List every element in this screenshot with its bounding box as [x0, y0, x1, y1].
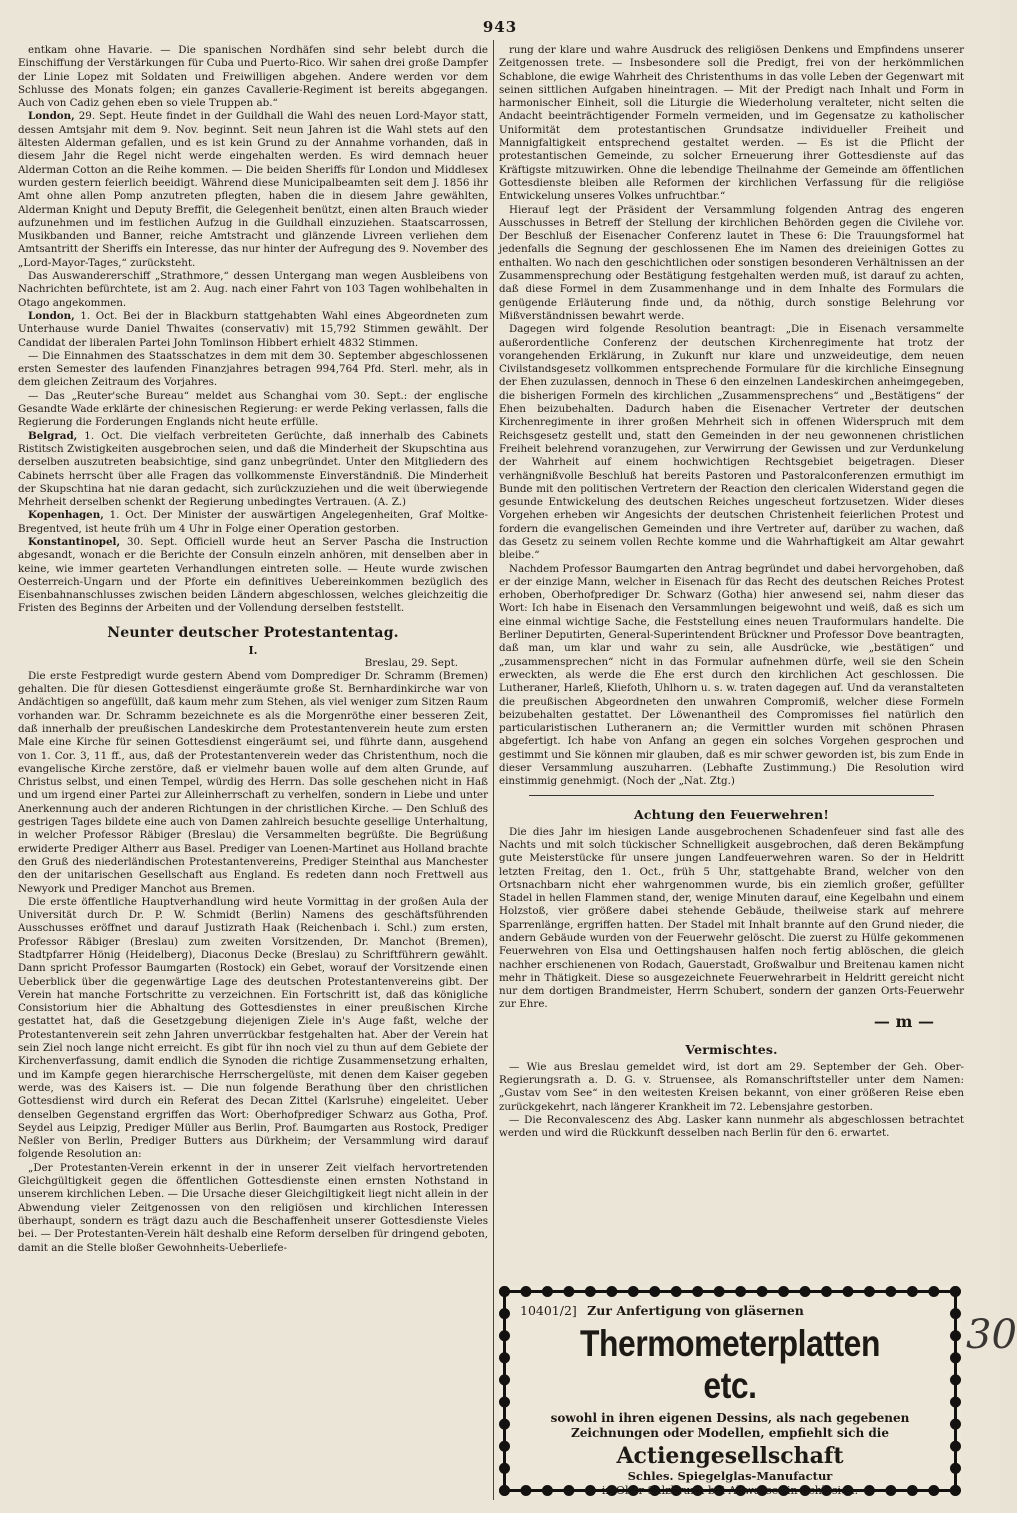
- paragraph: Nachdem Professor Baumgarten den Antrag begründet und dabei hervorgehoben, daß er der einzige Mann, welcher in Eisenach für das Recht des deutschen Reiches Protest erhoben, Oberhofprediger Dr. Schwarz (Gotha) hier anwesend sei, nahm dieser das Wort: Ich habe in Eisenach den Versammlungen beigewohnt und weiß, daß es sich um eine einmal wichtige Sache, die Feststellung eines neuen Trauformulars handelte. Die Berliner Deputirten, General-Superintendent Brückner und Professor Dove beantragten, daß man, um klar und wahr zu sein, alle Ausdrücke, wie „bestätigen“ und „zusammensprechen“ nicht in das Formular aufnehmen dürfe, weil sie den Schein erweckten, als werde die Ehe erst durch den kirchlichen Act geschlossen. Die Lutheraner, Harleß, Kliefoth, Uhlhorn u. s. w. traten dagegen auf. Und da veranstalteten die preußischen Abgeordneten den unwahren Compromiß, welcher diese Formeln beizubehalten gestattet. Der Löwenantheil des Compromisses fiel natürlich den particularistischen Lutheranern an; die Vermittler wurden mit schönen Phrasen abgefertigt. Ich habe von Anfang an gegen ein solches Vorgehen gesprochen und gestimmt und Sie können mir glauben, daß es mir schwer geworden ist, bis zum Ende in dieser Versammlung auszuharren. (Lebhafte Zustimmung.) Die Resolution wird einstimmig genehmigt. (Noch der „Nat. Ztg.): [499, 562, 964, 788]
- right-column: [499, 44, 964, 1499]
- news-item-text: 29. Sept. Heute findet in der Guildhall die Wahl des neuen Lord-Mayor statt, dessen Amtsjahr mit dem 9. Nov. beginnt. Seit neun Jahren ist die Wahl stets auf den ältesten Alderman gefallen, und es ist kein Grund zu der Annahme vorhanden, daß in diesem Jahr die Regel nicht werde eingehalten werden. Es wird demnach heuer Alderman Cotton an die Reihe kommen. — Die beiden Sheriffs für London und Middlesex wurden gestern feierlich beeidigt. Während diese Municipalbeamten seit dem J. 1856 ihr Amt ohne allen Pomp anzutreten pflegten, haben die in diesem Jahre gewählten, Alderman Knight und Deputy Breffit, die Gelegenheit benützt, einen alten Brauch wieder aufzunehmen und im festlichen Aufzug in die Guildhall einzuziehen. Staatscarrossen, Musikbanden und Banner, reiche Amtstracht und glänzende Livreen verliehen dem Amtsantritt der Sheriffs ein Interesse, das nur hinter der Aufregung des 9. November des „Lord-Mayor-Tages,“ zurücksteht.: [18, 110, 488, 269]
- paragraph: „Der Protestanten-Verein erkennt in der in unserer Zeit vielfach hervortretenden Gleichgültigkeit gegen die öffentlichen Gottesdienste einen ernsten Nothstand in unserem kirchlichen Leben. — Die Ursache dieser Gleichgiltigkeit liegt nicht allein in der Abwendung vieler Zeitgenossen von den religiösen und kirchlichen Interessen überhaupt, sondern es trägt dazu auch die Beschaffenheit unserer Gottesdienste Vieles bei. — Der Protestanten-Verein hält deshalb eine Reform derselben für dringend geboten, damit an die Stelle bloßer Gewohnheits-Ueberliefe-: [18, 1161, 488, 1254]
- handwritten-margin-mark: 30: [966, 1312, 1017, 1358]
- ad-line-6: Schles. Spiegelglas-Manufactur: [627, 1469, 833, 1483]
- news-item: [18, 430, 488, 510]
- ad-company: Actiengesellschaft: [616, 1443, 844, 1469]
- paragraph: — Die Reconvalescenz des Abg. Lasker kann nunmehr als abgeschlossen betrachtet werden und wird die Rückkunft desselben nach Berlin für den 6. erwartet.: [499, 1113, 964, 1140]
- paragraph: — Das „Reuter'sche Bureau“ meldet aus Schanghai vom 30. Sept.: der englische Gesandte Wade erklärte der chinesischen Regierung: er werde Peking verlassen, falls die Regierung die Forderungen Englands nicht heute erfülle.: [18, 389, 488, 429]
- advertisement-box: [499, 1286, 961, 1496]
- news-item: [18, 536, 488, 616]
- section-title: Achtung den Feuerwehren!: [633, 806, 830, 822]
- section-numeral: I.: [248, 643, 258, 657]
- paragraph: — Die Einnahmen des Staatsschatzes in dem mit dem 30. September abgeschlossenen ersten Semester des laufenden Finanzjahres betragen 994,764 Pfd. Sterl. mehr, als in dem gleichen Zeitraum des Vorjahres.: [18, 349, 488, 389]
- news-item-text: 1. Oct. Bei der in Blackburn stattgehabten Wahl eines Abgeordneten zum Unterhause wurde Daniel Thwaites (conservativ) mit 15,792 Stimmen gewählt. Der Candidat der liberalen Partei John Tomlinson Hibbert erhielt 4832 Stimmen.: [18, 309, 488, 349]
- ad-line-4: Zeichnungen oder Modellen, empfiehlt sich die: [571, 1426, 889, 1440]
- news-item-text: 1. Oct. Der Minister der auswärtigen Angelegenheiten, Graf Moltke-Bregentved, ist heute früh um 4 Uhr in Folge einer Operation gestorben.: [18, 509, 488, 535]
- author-signature: — m —: [873, 1011, 934, 1031]
- dateline-right: Breslau, 29. Sept.: [364, 656, 458, 669]
- column-divider: [493, 40, 494, 1500]
- paragraph: Das Auswandererschiff „Strathmore,“ dessen Untergang man wegen Ausbleibens von Nachrichten befürchtete, ist am 2. Aug. nach einer Fahrt von 103 Tagen wohlbehalten in Otago angekommen.: [18, 270, 488, 309]
- paragraph: Dagegen wird folgende Resolution beantragt: „Die in Eisenach versammelte außerordentliche Conferenz der deutschen Kirchenregimente hat trotz der vorangehenden Erklärung, in Zukunft nur klare und unzweideutige, dem neuen Civilstandsgesetz vollkommen entsprechende Formulare für die kirchliche Einsegnung der Ehen zuzulassen, dennoch in These 6 den einzelnen Landeskirchen anheimgegeben, die bisherigen Formeln des kirchlichen „Zusammensprechens“ und „Bestätigens“ der Ehen beizubehalten. Dadurch haben die Eisenacher Vertreter der deutschen Kirchenregimente in ihrer großen Mehrheit sich in offenen Widerspruch mit dem Reichsgesetz gestellt und, statt den Gemeinden in der neu gewonnenen christlichen Freiheit belehrend voranzugehen, zur Verwirrung der Gewissen und zur Verdunkelung der Wahrheit auf einem hochwichtigen Rechtsgebiet beigetragen. Dieser verhängnißvolle Beschluß hat bereits Pastoren und Pastoralconferenzen ermuthigt im Bunde mit den politischen Vertretern der Reaction den clericalen Widerstand gegen die gesunde Entwickelung des deutschen Reiches ungescheut fortzusetzen. Wider dieses Vorgehen erheben wir Angesichts der deutschen Christenheit feierlichen Protest und fordern die evangelischen Gemeinden und ihre Vertreter auf, darüber zu wachen, daß das Gesetz zu seinem vollen Rechte komme und die Wahrhaftigkeit am Altar gewahrt bleibe.“: [499, 323, 964, 562]
- ad-code: 10401/2]: [520, 1303, 577, 1318]
- ad-headline: Thermometerplatten etc.: [580, 1323, 880, 1406]
- news-item-text: 1. Oct. Die vielfach verbreiteten Gerüchte, daß innerhalb des Cabinets Ristitsch Zwistigkeiten ausgebrochen seien, und daß die Minderheit der Skupschtina aus derselben auszutreten beabsichtige, sind ganz unbegründet. Unter den Mitgliedern des Cabinets herrscht über alle Fragen das vollkommenste Einverständniß. Die Minderheit der Skupschtina hat nie daran gedacht, sich zurückzuziehen und die weit überwiegende Mehrheit derselben schenkt der Regierung unbedingtes Vertrauen. (A. Z.): [18, 429, 488, 509]
- paragraph: Hierauf legt der Präsident der Versammlung folgenden Antrag des engeren Ausschusses in Betreff der Stellung der kirchlichen Behörden gegen die Civilehe vor. Der Beschluß der Eisenacher Conferenz lautet in These 6: Die Trauungsformel hat jedenfalls die Segnung der geschlossenen Ehe im Namen des dreieinigen Gottes zu enthalten. Wo nach den geschichtlichen oder sonstigen besonderen Verhältnissen an der Zusammensprechung oder Bestätigung festgehalten werden muß, ist darauf zu achten, daß diese Formel in dem Zusammenhange und in dem Inhalte des Formulars die genügende Erläuterung finde und, da nöthig, durch sonstige Belehrung vor Mißverständnissen bewahrt werde.: [499, 203, 964, 322]
- dateline-place: Konstantinopel,: [28, 535, 121, 548]
- dateline-place: Belgrad,: [28, 429, 78, 442]
- section-title: Vermischtes.: [685, 1041, 778, 1057]
- paragraph: — Wie aus Breslau gemeldet wird, ist dort am 29. September der Geh. Ober-Regierungsrath a. D. G. v. Struensee, als Romanschriftsteller unter dem Namen: „Gustav vom See“ in den weitesten Kreisen bekannt, von einer größeren Reise eben zurückgekehrt, nach längerer Krankheit im 72. Lebensjahre gestorben.: [499, 1060, 964, 1113]
- ad-line-3: sowohl in ihren eigenen Dessins, als nach gegebenen: [550, 1411, 910, 1425]
- section-divider: [529, 795, 934, 796]
- ad-line-7: in Ober-Salzbrunn bei Altwasser in Schlesien.: [601, 1484, 859, 1497]
- ad-intro: [520, 1303, 940, 1319]
- news-item-text: 30. Sept. Officiell wurde heut an Server Pascha die Instruction abgesandt, wonach er die Berichte der Consuln einzeln anhören, mit denselben aber in keine, wie immer gearteten Verhandlungen eintreten solle. — Heute wurde zwischen Oesterreich-Ungarn und der Pforte ein definitives Uebereinkommen bezüglich des Eisenbahnanschlusses zwischen beiden Ländern abgeschlossen, welches gleichzeitig die Fristen des Beginns der Arbeiten und der Vollendung derselben feststellt.: [18, 535, 488, 615]
- page-number: 943: [482, 18, 518, 36]
- paragraph: rung der klare und wahre Ausdruck des religiösen Denkens und Empfindens unserer Zeitgenossen trete. — Insbesondere soll die Predigt, frei von der herkömmlichen Schablone, die ewige Wahrheit des Christenthums in das volle Leben der Gegenwart mit seinen sittlichen Aufgaben hineintragen. — Mit der Predigt nach Inhalt und Form in harmonischer Einheit, soll die Liturgie die Wiederholung veralteter, nicht selten die Andacht beeinträchtigender Formeln vermeiden, und im Gegensatze zu katholischer Uniformität dem protestantischen Grundsatze individueller Freiheit und Mannigfaltigkeit entsprechend gestaltet werden. — Es ist die Pflicht der protestantischen Gemeinde, zu solcher Erneuerung ihrer Gottesdienste auf das Kräftigste mitzuwirken. Ohne die lebendige Theilnahme der Gemeinde am öffentlichen Gottesdienste bleiben alle Reformen der kirchlichen Verfassung für die religiöse Entwickelung unseres Volkes unfruchtbar.“: [499, 44, 964, 203]
- dateline-place: Kopenhagen,: [28, 509, 104, 522]
- ad-line-1: Zur Anfertigung von gläsernen: [587, 1303, 804, 1318]
- news-item: [18, 110, 488, 270]
- dateline-place: London,: [28, 309, 75, 322]
- left-column: [18, 44, 488, 1499]
- paragraph: entkam ohne Havarie. — Die spanischen Nordhäfen sind sehr belebt durch die Einschiffung der Verstärkungen für Cuba und Puerto-Rico. Wir sahen drei große Dampfer der Linie Lopez mit Soldaten und Freiwilligen abgehen. Andere werden vor dem Schlusse des Monats folgen; ein ganzes Cavallerie-Regiment ist bereits abgegangen. Auch von Cadiz gehen eben so viele Truppen ab.“: [18, 44, 488, 110]
- paragraph: Die erste Festpredigt wurde gestern Abend vom Domprediger Dr. Schramm (Bremen) gehalten. Die für diesen Gottesdienst eingeräumte große St. Bernhardinkirche war von Andächtigen so angefüllt, daß kaum mehr zum Stehen, als viel weniger zum Sitzen Raum vorhanden war. Dr. Schramm bezeichnete es als die Morgenröthe einer besseren Zeit, daß innerhalb der preußischen Landeskirche dem Protestantenverein heute zum ersten Male eine Kirche für seinen Gottesdienst eingeräumt sei, und führte dann, ausgehend von 1. Cor. 3, 11 ff., aus, daß der Protestantenverein weder das Christenthum, noch die evangelische Kirche zerstöre, daß er vielmehr bauen wolle auf dem alten Grunde, auf Christus selbst, und einen Tempel, würdig des Herrn. Das solle geschehen nicht in Haß und um irgend einer Partei zur Alleinherrschaft zu verhelfen, sondern in Liebe und unter Anerkennung auch der anderen Richtungen in der christlichen Kirche. — Den Schluß des gestrigen Tages bildete eine auch von Damen zahlreich besuchte gesellige Unterhaltung, in welcher Professor Räbiger (Breslau) die Versammelten begrüßte. Die Begrüßung erwiderte Prediger Altherr aus Basel. Prediger van Loenen-Martinet aus Holland brachte den Gruß des niederländischen Protestantenvereins, Prediger Steinthal aus Manchester den der unitarischen Gesellschaft aus England. Es redeten dann noch Frettwell aus Newyork und Prediger Manchot aus Bremen.: [18, 669, 488, 895]
- dateline-place: London,: [28, 110, 75, 123]
- news-item: [18, 310, 488, 350]
- paragraph: Die erste öffentliche Hauptverhandlung wird heute Vormittag in der großen Aula der Universität durch Dr. P. W. Schmidt (Berlin) Namens des geschäftsführenden Ausschusses eröffnet und darauf Justizrath Haak (Reichenbach i. Schl.) zum ersten, Professor Räbiger (Breslau) zum zweiten Vorsitzenden, Dr. Manchot (Bremen), Stadtpfarrer Hönig (Heidelberg), Diaconus Decke (Breslau) zu Schriftführern gewählt. Dann spricht Professor Baumgarten (Rostock) ein Gebet, worauf der Vorsitzende einen Ueberblick über die gegenwärtige Lage des deutschen Protestantenvereins gibt. Der Verein hat manche Fortschritte zu verzeichnen. Ein Fortschritt ist, daß das königliche Consistorium hier die Abhaltung des Gottesdienstes in einer preußischen Kirche gestattet hat, daß die Gesetzgebung diejenigen Ziele in's Auge faßt, welche der Protestantenverein seit zehn Jahren unverrückbar festgehalten hat. Aber der Verein hat sein Ziel noch lange nicht erreicht. Es gibt für ihn noch viel zu thun auf dem Gebiete der Kirchenverfassung, damit endlich die Synoden die richtige Zusammensetzung erhalten, und im Kampfe gegen hierarchische Herrschergelüste, mit denen dem Kaiser gegeben werde, was des Kaisers ist. — Die nun folgende Berathung über den christlichen Gottesdienst wird durch ein Referat des Decan Zittel (Karlsruhe) eingeleitet. Ueber denselben Gegenstand ergriffen das Wort: Oberhofprediger Schwarz aus Gotha, Prof. Seydel aus Leipzig, Prediger Müller aus Berlin, Prof. Baumgarten aus Rostock, Prediger Neßler von Berlin, Prediger Butters aus Dürkheim; der Versammlung wird darauf folgende Resolution an:: [18, 895, 488, 1161]
- section-title: Neunter deutscher Protestantentag.: [107, 624, 399, 641]
- paragraph: Die dies Jahr im hiesigen Lande ausgebrochenen Schadenfeuer sind fast alle des Nachts und mit solch tückischer Schnelligkeit ausgebrochen, daß deren Bekämpfung gute Meisterstücke für unsere jungen Landfeuerwehren waren. So der in Heldritt letzten Freitag, den 1. Oct., früh 5 Uhr, stattgehabte Brand, welcher von den Ortsnachbarn nicht eher wahrgenommen wurde, bis ein ziemlich großer, gefüllter Stadel in hellen Flammen stand, der, wenige Minuten darauf, eine Kegelbahn und einem Holzstoß, vier größere dabei stehende Gebäude, theilweise stark auf mehrere Sparrenlänge, ergriffen hatten. Der Stadel mit Inhalt brannte auf den Grund nieder, die andern Gebäude wurden von der Feuerwehr gelöscht. Die zuerst zu Hülfe gekommenen Feuerwehren von Elsa und Oettingshausen halfen noch fertig ablöschen, die gleich nachher erschienenen von Rodach, Gauerstadt, Großwalbur und Breitenau kamen nicht mehr in Thätigkeit. Diese so ausgezeichnete Feuerwehrarbeit in Heldritt gereicht nicht nur dem dortigen Brandmeister, Herrn Schubert, sondern der ganzen Orts-Feuerwehr zur Ehre.: [499, 825, 964, 1011]
- news-item: [18, 509, 488, 536]
